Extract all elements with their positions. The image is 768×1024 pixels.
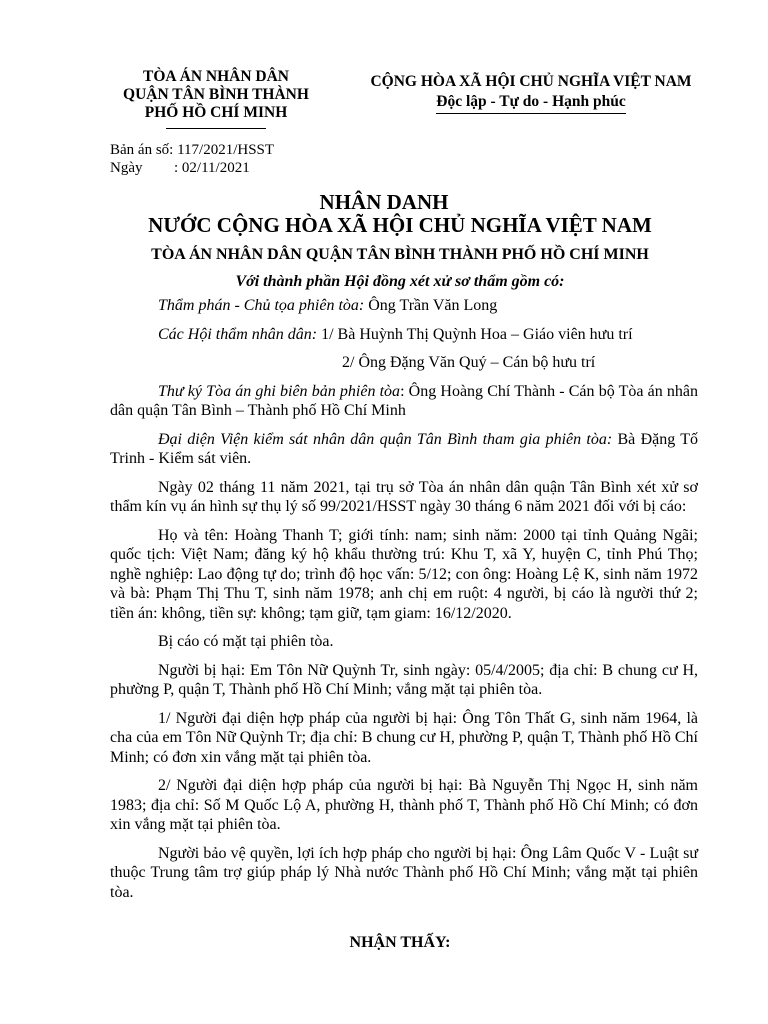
judgment-date-line — [110, 159, 274, 177]
judge-label: Thẩm phán - Chủ tọa phiên tòa: — [158, 297, 365, 314]
judgment-date-value: : 02/11/2021 — [174, 160, 250, 176]
prosecutor-text: Bà Đặng Tố Trinh - Kiểm sát viên. — [110, 430, 699, 467]
judgment-date-label: Ngày — [110, 160, 143, 176]
judgment-meta — [110, 141, 274, 177]
clerk-paragraph — [110, 382, 698, 421]
court-name-block — [106, 68, 326, 129]
court-name-line2: QUẬN TÂN BÌNH THÀNH — [123, 86, 309, 103]
nation-title: CỘNG HÒA XÃ HỘI CHỦ NGHĨA VIỆT NAM — [370, 73, 692, 90]
legal-representative-2-paragraph: 2/ Người đại diện hợp pháp của người bị hại: Bà Nguyễn Thị Ngọc H, sinh năm 1983; địa chỉ: Số M Quốc Lộ A, phường H, thành phố T, Thành phố Hồ Chí Minh; có đơn xin vắng mặt tại phiên tòa. — [110, 777, 698, 833]
title-panel-composition: Với thành phần Hội đồng xét xử sơ thẩm gồm có: — [235, 273, 565, 290]
title-republic: NƯỚC CỘNG HÒA XÃ HỘI CHỦ NGHĨA VIỆT NAM — [148, 213, 652, 237]
clerk-text: : Ông Hoàng Chí Thành - Cán bộ Tòa án nhân dân quận Tân Bình – Thành phố Hồ Chí Minh — [110, 382, 698, 419]
juror-2-paragraph — [110, 353, 698, 373]
trial-paragraph: Ngày 02 tháng 11 năm 2021, tại trụ sở Tòa án nhân dân quận Tân Bình xét xử sơ thẩm kín vụ án hình sự thụ lý số 99/2021/HSST ngày 30 tháng 6 năm 2021 đối với bị cáo: — [110, 478, 698, 515]
juror-1: 1/ Bà Huỳnh Thị Quỳnh Hoa – Giáo viên hưu trí — [317, 325, 633, 343]
defendant-paragraph: Họ và tên: Hoàng Thanh T; giới tính: nam; sinh năm: 2000 tại tỉnh Quảng Ngãi; quốc tịch: Việt Nam; đăng ký hộ khẩu thường trú: Khu T, xã Y, huyện C, tỉnh Phú Thọ; nghề nghiệp: Lao động tự do; trình độ học vấn: 5/12; con ông: Hoàng Lệ K, sinh năm 1972 và bà: Phạm Thị Thu T, sinh năm 1978; anh chị em ruột: 4 người, bị cáo là người thứ 2; tiền án: không, tiền sự: không; tạm giữ, tạm giam: 16/12/2020. — [110, 526, 698, 622]
clerk-label: Thư ký Tòa án ghi biên bản phiên tòa — [158, 382, 401, 400]
prosecutor-label: Đại diện Viện kiểm sát nhân dân quận Tân Bình tham gia phiên tòa: — [158, 430, 613, 448]
case-number-line — [110, 141, 274, 159]
jurors-label: Các Hội thẩm nhân dân: — [158, 325, 318, 343]
section-heading-findings: NHẬN THẤY: — [349, 934, 451, 951]
jurors-paragraph — [110, 325, 698, 345]
court-name-line3: PHỐ HỒ CHÍ MINH — [144, 104, 288, 121]
title-court: TÒA ÁN NHÂN DÂN QUẬN TÂN BÌNH THÀNH PHỐ HỒ CHÍ MINH — [151, 246, 649, 263]
judgment-body — [110, 296, 698, 911]
court-name-line1: TÒA ÁN NHÂN DÂN — [143, 68, 289, 85]
victim-paragraph: Người bị hại: Em Tôn Nữ Quỳnh Tr, sinh ngày: 05/4/2005; địa chỉ: B chung cư H, phường P, quận T, Thành phố Hồ Chí Minh; vắng mặt tại phiên tòa. — [110, 661, 698, 698]
legal-representative-1-paragraph: 1/ Người đại diện hợp pháp của người bị hại: Ông Tôn Thất G, sinh năm 1964, là cha của em Tôn Nữ Quỳnh Tr; địa chỉ: B chung cư H, phường P, quận T, Thành phố Hồ Chí Minh; có đơn xin vắng mặt tại phiên tòa. — [110, 709, 698, 766]
case-number-value: 117/2021/HSST — [177, 142, 275, 158]
national-header-block — [346, 72, 716, 114]
victim-lawyer-paragraph: Người bảo vệ quyền, lợi ích hợp pháp cho người bị hại: Ông Lâm Quốc V - Luật sư thuộc Trung tâm trợ giúp pháp lý Nhà nước Thành phố Hồ Chí Minh; vắng mặt tại phiên tòa. — [110, 844, 698, 901]
juror-2: 2/ Ông Đặng Văn Quý – Cán bộ hưu trí — [342, 354, 596, 371]
case-number-label: Bản án số: — [110, 142, 174, 158]
national-motto: Độc lập - Tự do - Hạnh phúc — [436, 92, 625, 114]
defendant-present-paragraph: Bị cáo có mặt tại phiên tòa. — [158, 633, 334, 650]
judge-paragraph — [110, 296, 698, 316]
court-name-underline — [166, 128, 266, 129]
title-in-the-name: NHÂN DANH — [319, 190, 449, 214]
prosecutor-paragraph — [110, 430, 698, 469]
judge-name: Ông Trần Văn Long — [364, 297, 498, 314]
